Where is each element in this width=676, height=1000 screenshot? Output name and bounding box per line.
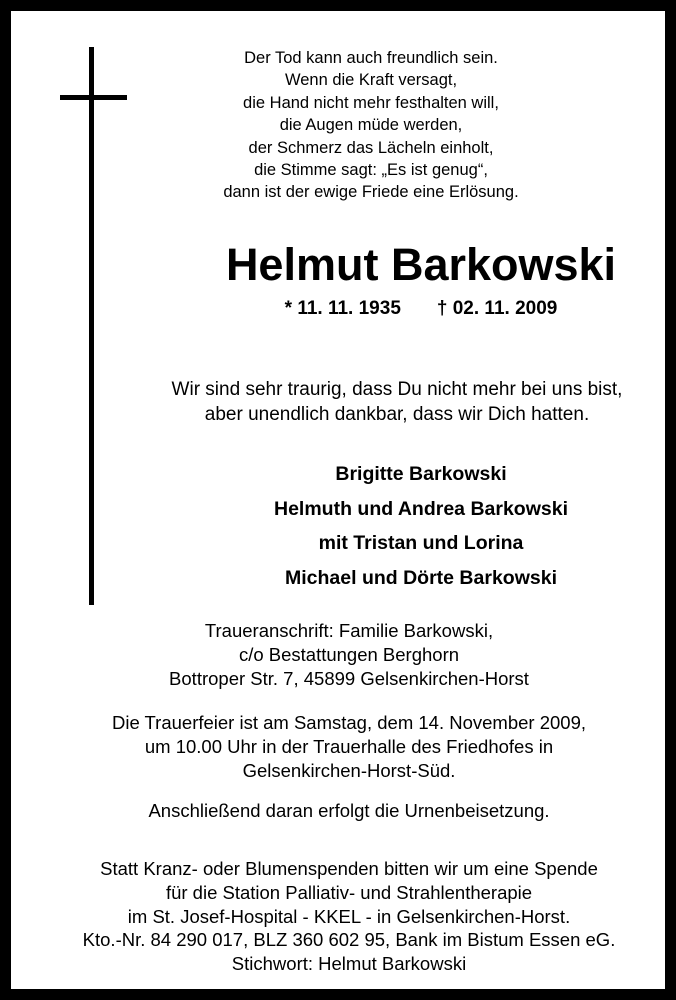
death-date: † 02. 11. 2009 — [436, 298, 558, 319]
poem-line: die Stimme sagt: „Es ist genug“, — [254, 161, 488, 180]
donation-line: im St. Josef-Hospital - KKEL - in Gelsenkirchen-Horst. — [127, 905, 571, 927]
poem-line: die Augen müde werden, — [279, 116, 463, 135]
birth-date: * 11. 11. 1935 — [284, 298, 401, 319]
address-line: Bottroper Str. 7, 45899 Gelsenkirchen-Horst — [169, 667, 529, 689]
sentiment-line: Wir sind sehr traurig, dass Du nicht mehr bei uns bist, — [171, 379, 623, 400]
donation-line: Stichwort: Helmut Barkowski — [231, 953, 467, 975]
mourning-address — [31, 619, 667, 690]
life-dates — [191, 297, 651, 321]
donation-line: Statt Kranz- oder Blumenspenden bitten wir um eine Spende — [100, 858, 598, 879]
address-line: Traueranschrift: Familie Barkowski, — [204, 620, 494, 641]
poem-line: Der Tod kann auch freundlich sein. — [244, 49, 498, 67]
cross-horizontal-bar — [60, 95, 127, 100]
mourner-line: Michael und Dörte Barkowski — [285, 566, 557, 589]
ceremony-line: Gelsenkirchen-Horst-Süd. — [242, 759, 456, 781]
poem-line: der Schmerz das Lächeln einholt, — [248, 138, 494, 157]
donation-info — [31, 857, 667, 976]
mourner-line: Brigitte Barkowski — [335, 463, 507, 485]
sentiment-line: aber unendlich dankbar, dass wir Dich hatten. — [204, 404, 590, 425]
deceased-name: Helmut Barkowski — [225, 239, 617, 290]
urn-burial-note: Anschließend daran erfolgt die Urnenbeisetzung. — [148, 800, 550, 821]
donation-line: für die Station Palliativ- und Strahlentherapie — [165, 881, 533, 903]
mourner-line: mit Tristan und Lorina — [318, 532, 524, 554]
ceremony-info — [31, 711, 667, 782]
mourners-list — [191, 457, 651, 595]
sentiment-text — [111, 377, 676, 427]
cross-vertical-bar — [89, 47, 94, 605]
ceremony-line: Die Trauerfeier ist am Samstag, dem 14. November 2009, — [111, 712, 587, 733]
ceremony-line: um 10.00 Uhr in der Trauerhalle des Friedhofes in — [144, 735, 554, 757]
donation-line: Kto.-Nr. 84 290 017, BLZ 360 602 95, Bank im Bistum Essen eG. — [82, 929, 616, 951]
poem-line: dann ist der ewige Friede eine Erlösung. — [223, 183, 519, 202]
poem — [211, 47, 531, 204]
poem-line: Wenn die Kraft versagt, — [284, 71, 458, 90]
poem-line: die Hand nicht mehr festhalten will, — [243, 93, 499, 112]
address-line: c/o Bestattungen Berghorn — [238, 643, 460, 665]
mourner-line: Helmuth und Andrea Barkowski — [274, 497, 568, 520]
